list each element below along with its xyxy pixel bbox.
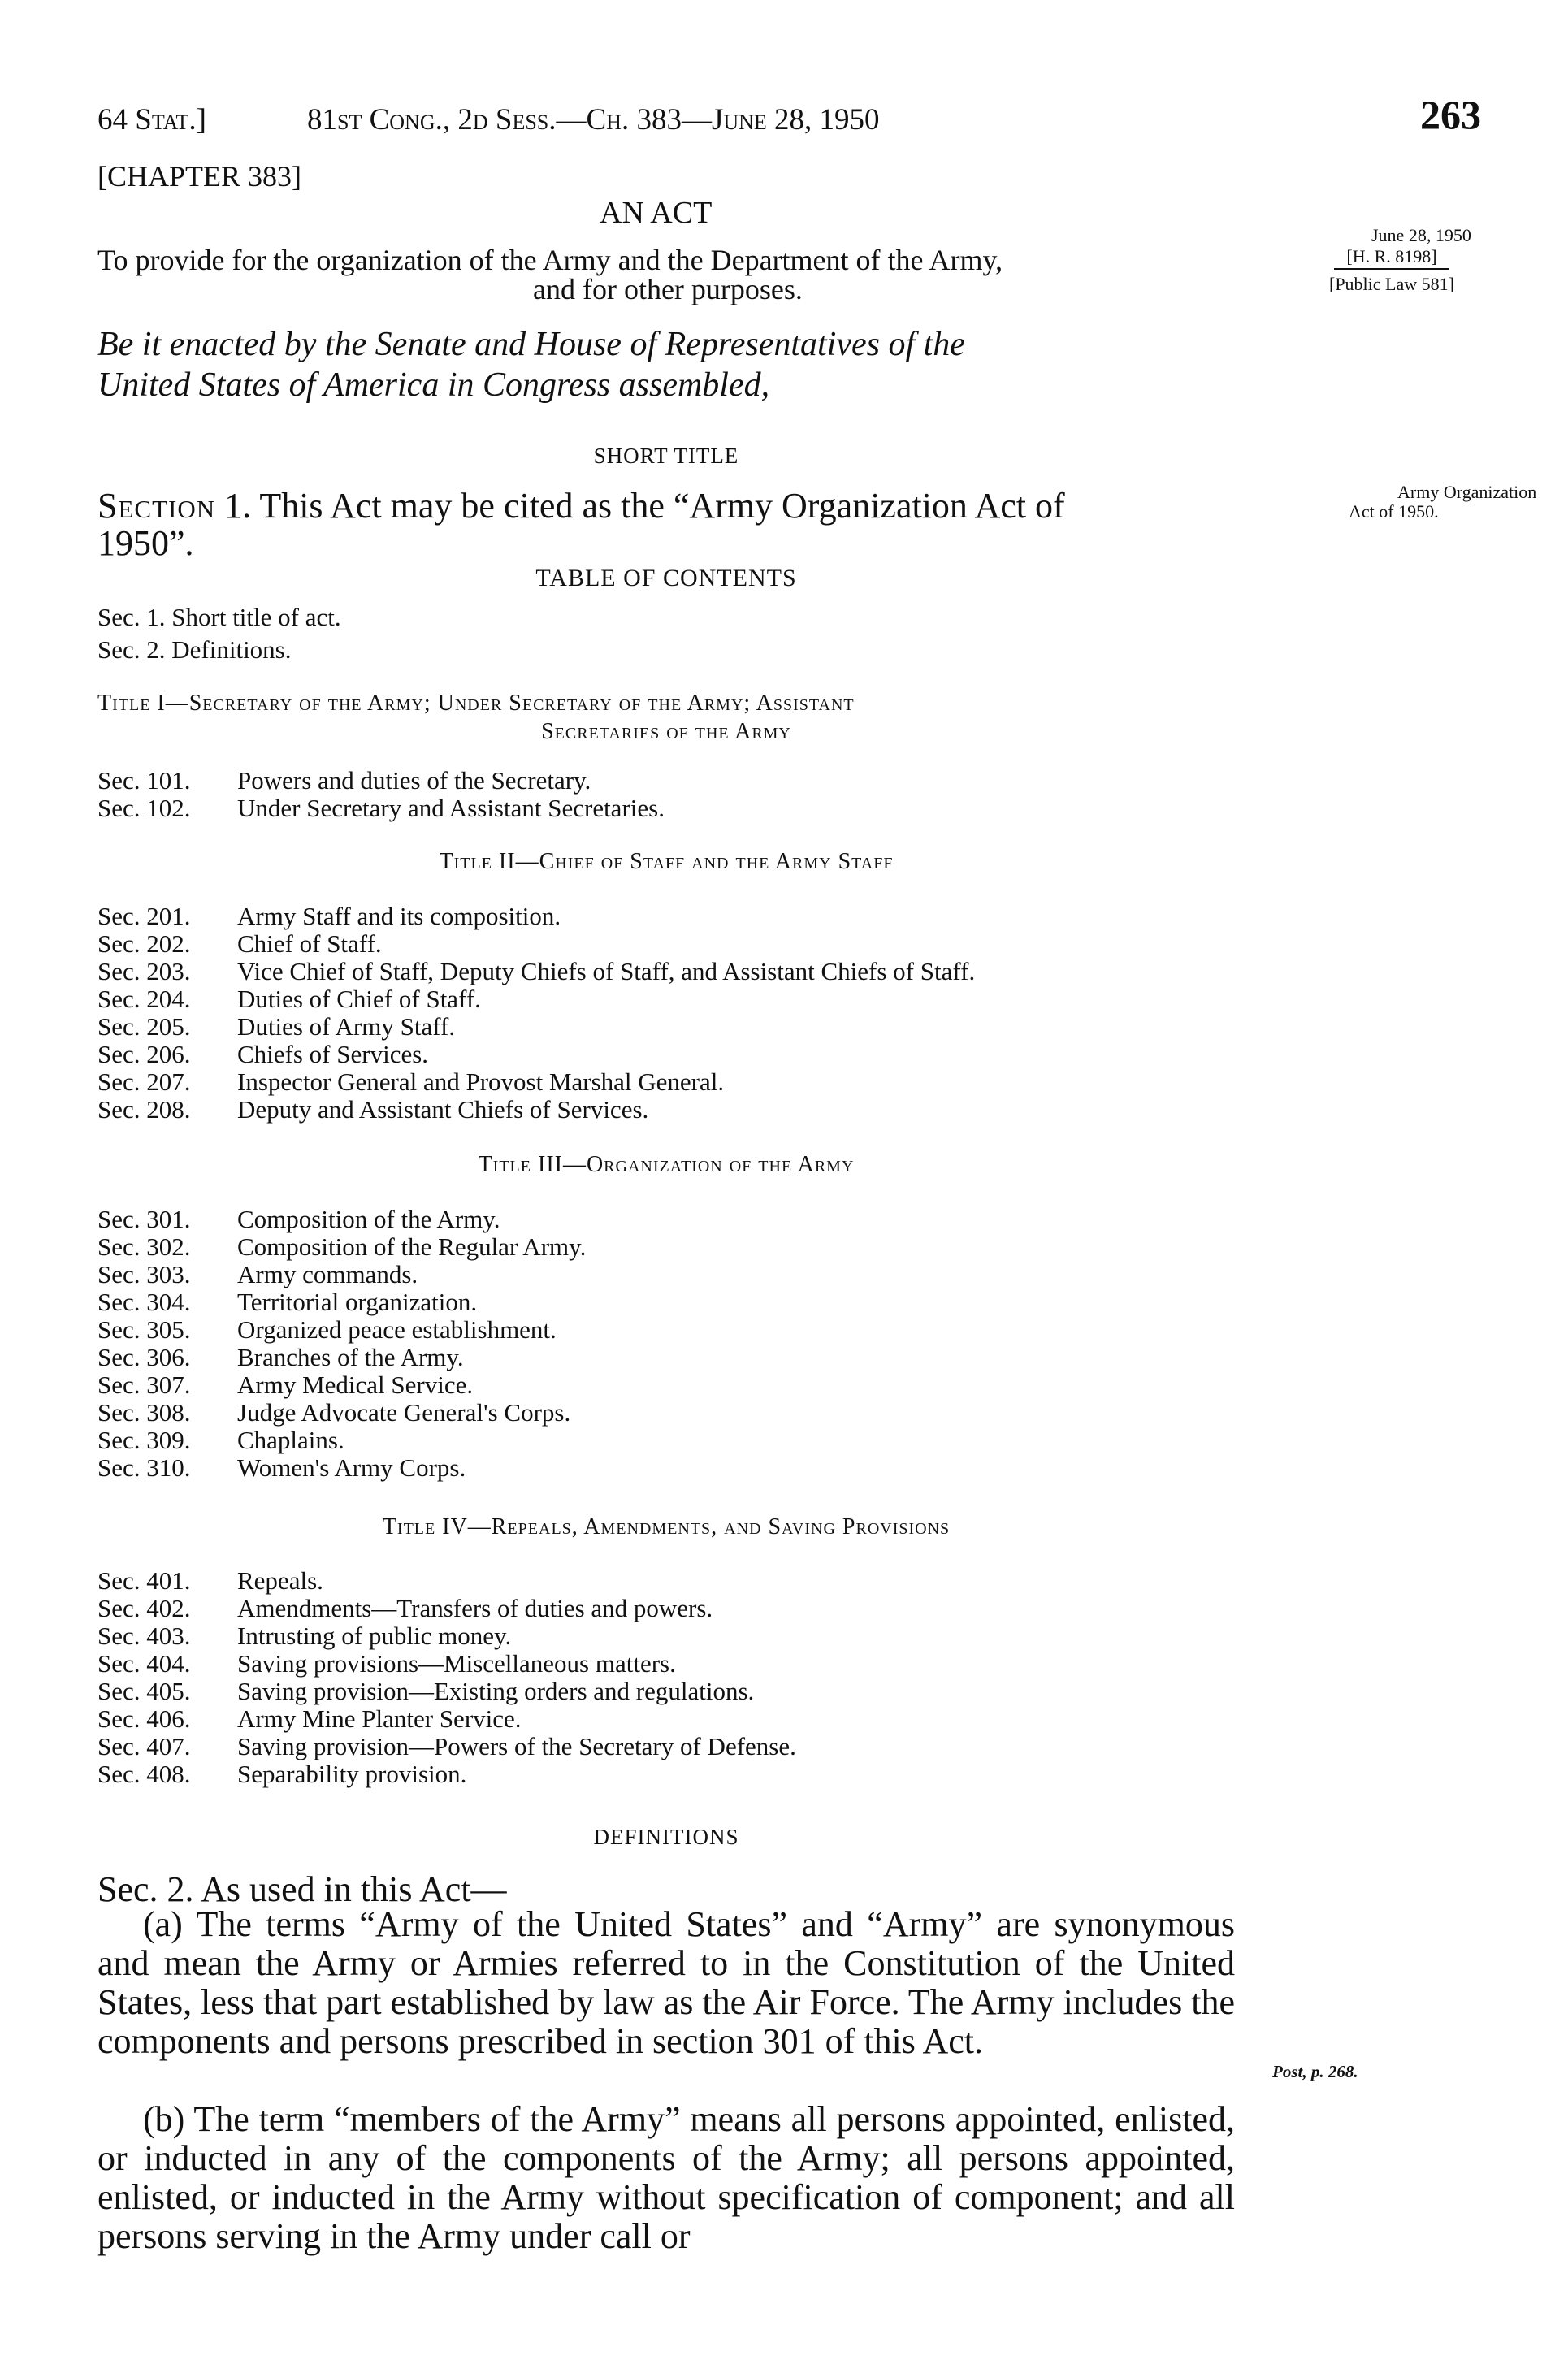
toc-text: Composition of the Regular Army.	[237, 1232, 587, 1261]
toc-num: Sec. 405.	[97, 1677, 191, 1705]
margin-short-title-2: Act of 1950.	[1349, 501, 1439, 522]
toc-text: Deputy and Assistant Chiefs of Services.	[237, 1095, 649, 1124]
toc-num: Sec. 301.	[97, 1205, 191, 1233]
section-1-body: 1. This Act may be cited as the “Army Organization Act of	[224, 486, 1065, 526]
toc-num: Sec. 206.	[97, 1040, 191, 1068]
toc-text: Organized peace establishment.	[237, 1315, 557, 1344]
header-stat: 64 Stat.]	[97, 103, 206, 136]
toc-text: Repeals.	[237, 1566, 323, 1595]
toc-text: Judge Advocate General's Corps.	[237, 1398, 571, 1427]
toc-text: Duties of Army Staff.	[237, 1012, 456, 1041]
toc-num: Sec. 305.	[97, 1315, 191, 1344]
toc-num: Sec. 307.	[97, 1371, 191, 1399]
toc-entry	[97, 931, 382, 956]
toc-entry	[97, 1317, 557, 1342]
toc-text: Saving provision—Existing orders and regulations.	[237, 1677, 755, 1705]
toc-entry	[97, 1289, 477, 1314]
title-1-heading-line-2: Secretaries of the Army	[541, 719, 791, 744]
margin-post-reference: Post, p. 268.	[1272, 2062, 1358, 2081]
enacting-line-1: Be it enacted by the Senate and House of Representatives of the	[97, 326, 965, 363]
toc-entry	[97, 1400, 570, 1425]
toc-num: Sec. 1.	[97, 603, 166, 631]
toc-entry	[97, 1069, 724, 1094]
toc-num: Sec. 306.	[97, 1343, 191, 1371]
margin-date: June 28, 1950	[1371, 225, 1471, 245]
toc-num: Sec. 308.	[97, 1398, 191, 1427]
toc-entry	[97, 959, 975, 984]
paragraph-a: (a) The terms “Army of the United States” and “Army” are synonymous and mean the Army or Armies referred to in the Constitution of the United States, less that part established by law as the Air Force. The Army includes the components and persons prescribed in section 301 of this Act.	[97, 1904, 1235, 2061]
toc-entry	[97, 1734, 796, 1759]
toc-text: Territorial organization.	[237, 1288, 478, 1316]
toc-entry	[97, 1568, 323, 1593]
section-1-lead: Section	[97, 486, 216, 526]
toc-num: Sec. 2.	[97, 635, 166, 664]
toc-num: Sec. 401.	[97, 1566, 191, 1595]
toc-num: Sec. 203.	[97, 957, 191, 985]
title-4-heading: Title IV—Repeals, Amendments, and Saving Provisions	[382, 1514, 951, 1539]
toc-entry	[97, 768, 591, 793]
paragraph-b: (b) The term “members of the Army” means all persons appointed, enlisted, or inducted in any of the components of the Army; all persons appointed, enlisted, or inducted in the Army without specification of component; and all persons serving in the Army under call or	[97, 2099, 1235, 2256]
toc-entry	[97, 604, 341, 630]
toc-text: Duties of Chief of Staff.	[237, 985, 481, 1013]
definitions-heading: DEFINITIONS	[593, 1825, 739, 1849]
toc-entry	[97, 1345, 464, 1370]
margin-short-title-1: Army Organization	[1397, 482, 1537, 502]
toc-text: Saving provision—Powers of the Secretary of Defense.	[237, 1732, 796, 1760]
toc-text: Chiefs of Services.	[237, 1040, 429, 1068]
toc-entry	[97, 637, 292, 662]
purpose-line-1: To provide for the organization of the Army and the Department of the Army,	[97, 244, 1003, 276]
toc-entry	[97, 1427, 344, 1453]
toc-num: Sec. 309.	[97, 1426, 191, 1454]
margin-public-law: [Public Law 581]	[1329, 274, 1454, 294]
toc-entry	[97, 1014, 455, 1039]
toc-entry	[97, 1651, 676, 1676]
title-2-heading: Title II—Chief of Staff and the Army Staff	[439, 849, 894, 874]
toc-entry	[97, 1097, 648, 1122]
toc-entry	[97, 1206, 500, 1232]
section-1-continued: 1950”.	[97, 523, 194, 563]
toc-text: Definitions.	[171, 635, 292, 664]
toc-num: Sec. 303.	[97, 1260, 191, 1288]
chapter-label: [CHAPTER 383]	[97, 160, 301, 193]
toc-text: Army commands.	[237, 1260, 418, 1288]
toc-entry	[97, 1262, 418, 1287]
toc-text: Army Medical Service.	[237, 1371, 474, 1399]
toc-entry	[97, 1761, 466, 1786]
toc-num: Sec. 101.	[97, 766, 191, 795]
toc-text: Composition of the Army.	[237, 1205, 500, 1233]
toc-num: Sec. 302.	[97, 1232, 191, 1261]
toc-entry	[97, 1706, 522, 1731]
short-title-heading: SHORT TITLE	[593, 444, 739, 468]
toc-num: Sec. 304.	[97, 1288, 191, 1316]
toc-text: Branches of the Army.	[237, 1343, 464, 1371]
toc-num: Sec. 102.	[97, 794, 191, 822]
toc-num: Sec. 205.	[97, 1012, 191, 1041]
toc-entry	[97, 986, 481, 1011]
toc-num: Sec. 404.	[97, 1649, 191, 1678]
toc-heading: TABLE OF CONTENTS	[535, 565, 797, 591]
purpose-line-2: and for other purposes.	[533, 273, 803, 305]
toc-text: Under Secretary and Assistant Secretaries.	[237, 794, 665, 822]
toc-entry	[97, 1041, 428, 1067]
toc-text: Army Mine Planter Service.	[237, 1704, 522, 1733]
toc-text: Army Staff and its composition.	[237, 902, 561, 930]
section-1-text	[97, 485, 1065, 526]
title-3-heading: Title III—Organization of the Army	[478, 1152, 855, 1177]
toc-num: Sec. 208.	[97, 1095, 191, 1124]
toc-text: Women's Army Corps.	[237, 1453, 466, 1482]
toc-text: Chaplains.	[237, 1426, 344, 1454]
toc-text: Amendments—Transfers of duties and powers.	[237, 1594, 713, 1622]
toc-num: Sec. 408.	[97, 1760, 191, 1788]
toc-text: Inspector General and Provost Marshal General.	[237, 1067, 725, 1096]
toc-entry	[97, 903, 561, 929]
toc-entry	[97, 1596, 713, 1621]
act-heading: AN ACT	[600, 196, 713, 230]
title-1-heading-line-1: Title I—Secretary of the Army; Under Secretary of the Army; Assistant	[97, 691, 855, 716]
toc-entry	[97, 1678, 754, 1704]
toc-text: Saving provisions—Miscellaneous matters.	[237, 1649, 676, 1678]
page-number: 263	[1420, 92, 1481, 137]
toc-num: Sec. 310.	[97, 1453, 191, 1482]
toc-entry	[97, 1455, 466, 1480]
enacting-line-2: United States of America in Congress assembled,	[97, 366, 770, 404]
toc-text: Short title of act.	[171, 603, 341, 631]
toc-entry	[97, 1372, 473, 1397]
toc-num: Sec. 201.	[97, 902, 191, 930]
toc-entry	[97, 1234, 586, 1259]
sec-2-lead: Sec. 2. As used in this Act—	[97, 1869, 507, 1909]
toc-text: Vice Chief of Staff, Deputy Chiefs of Staff, and Assistant Chiefs of Staff.	[237, 957, 976, 985]
toc-entry	[97, 795, 665, 821]
toc-text: Chief of Staff.	[237, 929, 382, 958]
toc-num: Sec. 403.	[97, 1622, 191, 1650]
toc-text: Separability provision.	[237, 1760, 467, 1788]
margin-bill: [H. R. 8198]	[1334, 247, 1449, 270]
toc-num: Sec. 207.	[97, 1067, 191, 1096]
toc-entry	[97, 1623, 511, 1648]
toc-num: Sec. 407.	[97, 1732, 191, 1760]
toc-text: Intrusting of public money.	[237, 1622, 512, 1650]
toc-num: Sec. 406.	[97, 1704, 191, 1733]
toc-text: Powers and duties of the Secretary.	[237, 766, 591, 795]
header-congress: 81st Cong., 2d Sess.—Ch. 383—June 28, 1950	[307, 103, 880, 136]
toc-num: Sec. 204.	[97, 985, 191, 1013]
toc-num: Sec. 202.	[97, 929, 191, 958]
toc-num: Sec. 402.	[97, 1594, 191, 1622]
